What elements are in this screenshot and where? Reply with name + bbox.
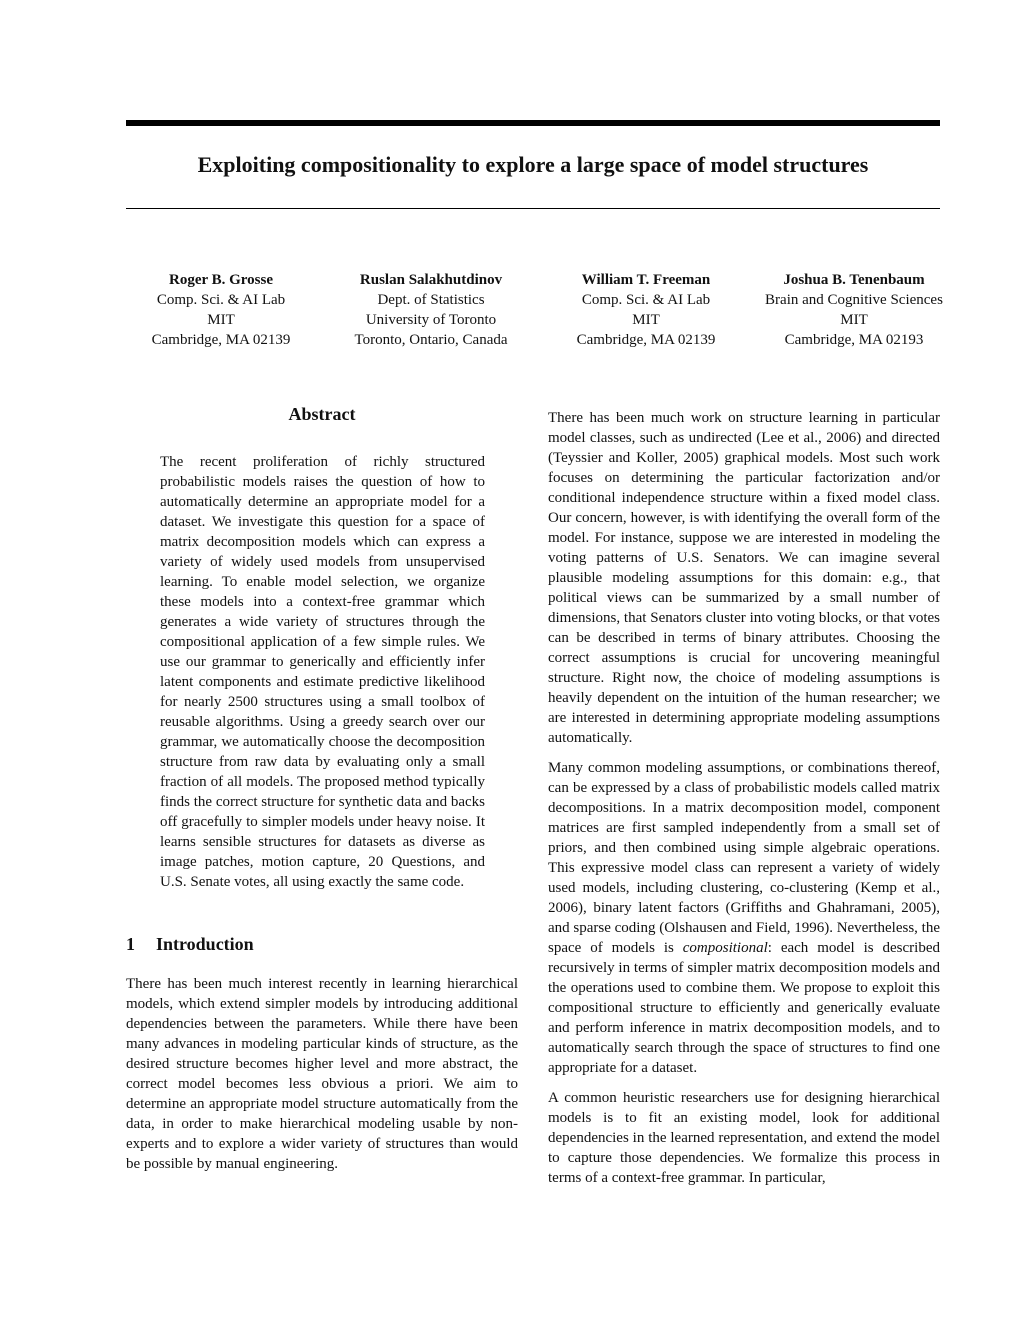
author-tenenbaum xyxy=(746,270,962,350)
author-affiliation: Comp. Sci. & AI Lab xyxy=(581,292,711,308)
author-address: Toronto, Ontario, Canada xyxy=(354,332,508,348)
author-institution: MIT xyxy=(632,312,660,328)
title-rule-top xyxy=(126,120,940,126)
emphasis-compositional: compositional xyxy=(682,940,768,956)
author-affiliation: Comp. Sci. & AI Lab xyxy=(156,292,286,308)
author-block xyxy=(126,270,962,350)
introduction-paragraph: There has been much interest recently in learning hierarchical models, which extend simpler models by introducing additional dependencies between the parameters. While there have been many advances in modeling particular kinds of structure, as the desired structure becomes higher level and more abstract, the correct model becomes less obvious a priori. We aim to determine an appropriate model structure automatically from the data, in order to make hierarchical modeling usable by non-experts and to explore a wider variety of structures than would be possible by manual engineering. xyxy=(126,976,518,1172)
author-address: Cambridge, MA 02193 xyxy=(784,332,924,348)
author-institution: MIT xyxy=(840,312,868,328)
body-paragraph: There has been much work on structure learning in particular model classes, such as undirected (Lee et al., 2006) and directed (Teyssier and Koller, 2005) graphical models. Most such work focuses on determining the particular factorization and/or conditional independence structure within a fixed model class. Our concern, however, is with identifying the overall form of the model. For instance, suppose we are interested in modeling the voting patterns of U.S. Senators. We can imagine several plausible modeling assumptions for this domain: e.g., that political views can be summarized by a small number of dimensions, that Senators cluster into voting blocks, or that votes can be described in terms of binary attributes. Choosing the correct assumptions is crucial for uncovering meaningful structure. Right now, the choice of modeling assumptions is heavily dependent on the intuition of the human researcher; we are interested in determining appropriate modeling assumptions automatically. xyxy=(548,410,940,746)
author-affiliation: Brain and Cognitive Sciences xyxy=(765,292,943,308)
author-address: Cambridge, MA 02139 xyxy=(151,332,291,348)
title-rule-bottom xyxy=(126,208,940,209)
author-institution: MIT xyxy=(207,312,235,328)
right-column xyxy=(548,408,940,1198)
author-freeman xyxy=(546,270,746,350)
section-heading-introduction xyxy=(126,932,518,956)
author-affiliation: Dept. of Statistics xyxy=(377,292,485,308)
author-address: Cambridge, MA 02139 xyxy=(576,332,716,348)
body-paragraph-compositional xyxy=(548,758,940,1078)
author-grosse xyxy=(126,270,316,350)
author-name: Roger B. Grosse xyxy=(168,272,274,288)
paper-title: Exploiting compositionality to explore a large space of model structures xyxy=(197,152,869,177)
left-column xyxy=(126,402,518,1174)
author-salakhutdinov xyxy=(316,270,546,350)
author-name: Ruslan Salakhutdinov xyxy=(359,272,503,288)
section-number: 1 xyxy=(126,934,135,954)
paragraph-text: Many common modeling assumptions, or combinations thereof, can be expressed by a class of probabilistic models called matrix decompositions. In a matrix decomposition model, component matrices are first sampled independently from a small set of priors, and then combined using simple algebraic operations. This expressive model class can represent a variety of widely used models, including clustering, co-clustering (Kemp et al., 2006), binary latent factors (Griffiths and Ghahramani, 2005), and sparse coding (Olshausen and Field, 1996). Nevertheless, the space of models is xyxy=(548,760,940,956)
abstract-heading: Abstract xyxy=(288,404,356,424)
section-title: Introduction xyxy=(156,934,254,954)
abstract-text: The recent proliferation of richly structured probabilistic models raises the question of how to automatically determine an appropriate model for a dataset. We investigate this question for a space of matrix decomposition models which can express a variety of widely used models from unsupervised learning. To enable model selection, we organize these models into a context-free grammar which generates a wide variety of structures through the compositional application of a few simple rules. We use our grammar to generically and efficiently infer latent components and estimate predictive likelihood for nearly 2500 structures using a small toolbox of reusable algorithms. Using a greedy search over our grammar, we automatically choose the decomposition structure from raw data by evaluating only a small fraction of all models. The proposed method typically finds the correct structure for synthetic data and backs off gracefully to simpler models under heavy noise. It learns sensible structures for datasets as diverse as image patches, motion capture, 20 Questions, and U.S. Senate votes, all using exactly the same code. xyxy=(160,454,485,890)
author-name: Joshua B. Tenenbaum xyxy=(783,272,925,288)
author-institution: University of Toronto xyxy=(365,312,497,328)
paragraph-text: : each model is described recursively in terms of simpler matrix decomposition models and the operations used to combine them. We propose to exploit this compositional structure to efficiently and generically evaluate and perform inference in matrix decomposition models, and to automatically search through the space of structures to find one appropriate for a dataset. xyxy=(548,940,940,1076)
body-paragraph: A common heuristic researchers use for designing hierarchical models is to fit an existing model, look for additional dependencies in the learned representation, and extend the model to capture those dependencies. We formalize this process in terms of a context-free grammar. In particular, xyxy=(548,1090,940,1186)
author-name: William T. Freeman xyxy=(581,272,711,288)
